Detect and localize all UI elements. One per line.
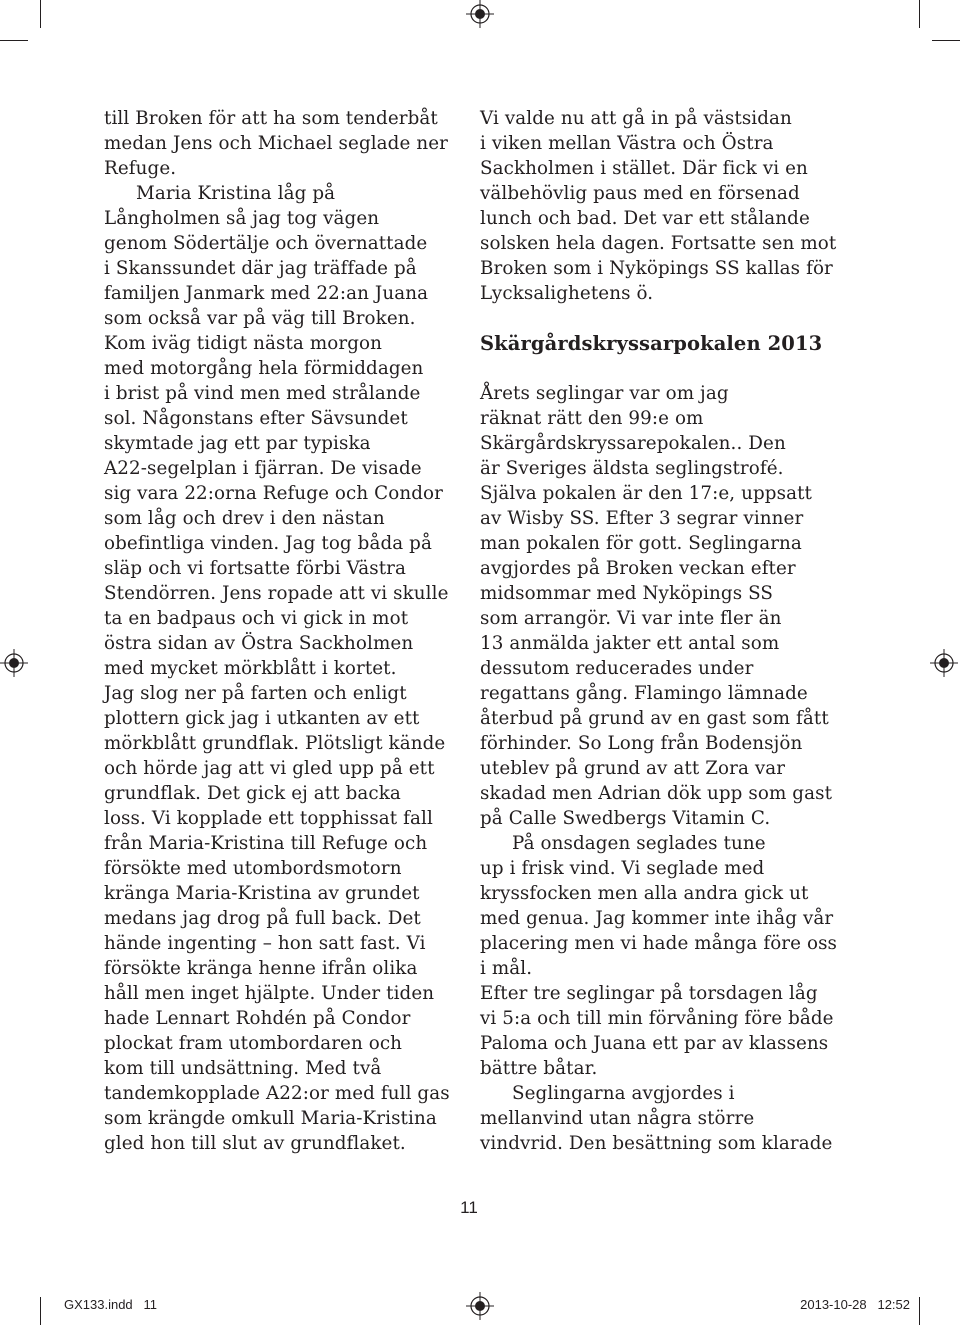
text-line: grundflak. Det gick ej att backa xyxy=(104,783,401,804)
text-line: vi 5:a och till min förvåning före både xyxy=(480,1008,834,1029)
text-line: Sackholmen i stället. Där fick vi en xyxy=(480,158,808,179)
text-line: Lycksalighetens ö. xyxy=(480,283,654,304)
text-line: up i frisk vind. Vi seglade med xyxy=(480,858,765,879)
text-line: förhinder. So Long från Bodensjön xyxy=(480,733,803,754)
text-line: kryssfocken men alla andra gick ut xyxy=(480,883,809,904)
text-line: Själva pokalen är den 17:e, uppsatt xyxy=(480,483,812,504)
text-line: som också var på väg till Broken. xyxy=(104,308,416,329)
left-column xyxy=(104,106,469,1156)
text-line: medan Jens och Michael seglade ner xyxy=(104,133,448,154)
text-line: Paloma och Juana ett par av klassens xyxy=(480,1033,829,1054)
text-line: 13 anmälda jakter ett antal som xyxy=(480,633,780,654)
text-line: mörkblått grundflak. Plötsligt kände xyxy=(104,733,446,754)
text-line: som låg och drev i den nästan xyxy=(104,508,385,529)
text-line: Långholmen så jag tog vägen xyxy=(104,208,380,229)
text-line: som krängde omkull Maria-Kristina xyxy=(104,1108,437,1129)
text-line: skymtade jag ett par typiska xyxy=(104,433,371,454)
text-line: Seglingarna avgjordes i xyxy=(512,1083,735,1104)
text-line: Maria Kristina låg på xyxy=(136,183,336,204)
footer-file-label: GX133.indd 11 xyxy=(64,1297,157,1312)
crop-mark xyxy=(919,1297,920,1325)
page-number: 11 xyxy=(460,1198,478,1217)
text-line: av Wisby SS. Efter 3 segrar vinner xyxy=(480,508,804,529)
text-line: i Skanssundet där jag träffade på xyxy=(104,258,417,279)
right-column xyxy=(480,106,845,1156)
text-line: familjen Janmark med 22:an Juana xyxy=(104,283,429,304)
text-line: återbud på grund av en gast som fått xyxy=(480,708,829,729)
text-line: Efter tre seglingar på torsdagen låg xyxy=(480,983,818,1004)
text-line: Årets seglingar var om jag xyxy=(480,383,729,404)
registration-mark-icon xyxy=(466,0,494,28)
text-line: plottern gick jag i utkanten av ett xyxy=(104,708,420,729)
text-line: avgjordes på Broken veckan efter xyxy=(480,558,796,579)
text-line: bättre båtar. xyxy=(480,1058,598,1079)
crop-mark xyxy=(932,40,960,41)
text-line: med mycket mörkblått i kortet. xyxy=(104,658,397,679)
text-line: är Sveriges äldsta seglingstrofé. xyxy=(480,458,784,479)
text-line: skadad men Adrian dök upp som gast xyxy=(480,783,833,804)
text-line: sol. Någonstans efter Sävsundet xyxy=(104,408,408,429)
text-line: räknat rätt den 99:e om xyxy=(480,408,704,429)
text-line: från Maria-Kristina till Refuge och xyxy=(104,833,428,854)
text-line: plockat fram utombordaren och xyxy=(104,1033,403,1054)
text-line: sig vara 22:orna Refuge och Condor xyxy=(104,483,443,504)
text-line: loss. Vi kopplade ett topphissat fall xyxy=(104,808,433,829)
text-line: medans jag drog på full back. Det xyxy=(104,908,421,929)
text-line: försökte kränga henne ifrån olika xyxy=(104,958,418,979)
text-line: obefintliga vinden. Jag tog båda på xyxy=(104,533,432,554)
registration-mark-icon xyxy=(466,1292,494,1320)
text-line: östra sidan av Östra Sackholmen xyxy=(104,633,414,654)
text-line: kränga Maria-Kristina av grundet xyxy=(104,883,420,904)
text-line: Refuge. xyxy=(104,158,177,179)
text-line: man pokalen för gott. Seglingarna xyxy=(480,533,802,554)
text-line: i brist på vind men med strålande xyxy=(104,383,421,404)
text-line: tandemkopplade A22:or med full gas xyxy=(104,1083,450,1104)
text-line: Jag slog ner på farten och enligt xyxy=(104,683,407,704)
text-line: håll men inget hjälpte. Under tiden xyxy=(104,983,435,1004)
crop-mark xyxy=(919,0,920,28)
text-line: uteblev på grund av att Zora var xyxy=(480,758,786,779)
text-line: midsommar med Nyköpings SS xyxy=(480,583,774,604)
crop-mark xyxy=(0,40,28,41)
text-line: och hörde jag att vi gled upp på ett xyxy=(104,758,435,779)
registration-mark-icon xyxy=(930,649,958,677)
text-line: i mål. xyxy=(480,958,533,979)
text-line: i viken mellan Västra och Östra xyxy=(480,133,774,154)
text-line: Stendörren. Jens ropade att vi skulle xyxy=(104,583,449,604)
section-heading: Skärgårdskryssarpokalen 2013 xyxy=(480,332,823,355)
text-line: mellanvind utan några större xyxy=(480,1108,755,1129)
text-line: gled hon till slut av grundflaket. xyxy=(104,1133,406,1154)
footer-timestamp: 2013-10-28 12:52 xyxy=(800,1297,910,1312)
text-line: genom Södertälje och övernattade xyxy=(104,233,428,254)
text-line: lunch och bad. Det var ett stålande xyxy=(480,208,810,229)
text-line: vindvrid. Den besättning som klarade xyxy=(480,1133,833,1154)
registration-mark-icon xyxy=(0,649,28,677)
text-line: Broken som i Nyköpings SS kallas för xyxy=(480,258,833,279)
crop-mark xyxy=(40,1297,41,1325)
crop-mark xyxy=(40,0,41,28)
text-line: med motorgång hela förmiddagen xyxy=(104,358,424,379)
text-line: Skärgårdskryssarepokalen.. Den xyxy=(480,433,786,454)
text-line: på Calle Swedbergs Vitamin C. xyxy=(480,808,771,829)
text-line: försökte med utombordsmotorn xyxy=(104,858,402,879)
text-line: Vi valde nu att gå in på västsidan xyxy=(480,108,792,129)
text-line: solsken hela dagen. Fortsatte sen mot xyxy=(480,233,837,254)
text-line: Kom iväg tidigt nästa morgon xyxy=(104,333,382,354)
text-line: som arrangör. Vi var inte fler än xyxy=(480,608,782,629)
text-line: kom till undsättning. Med två xyxy=(104,1058,382,1079)
text-line: hände ingenting – hon satt fast. Vi xyxy=(104,933,426,954)
text-line: A22-segelplan i fjärran. De visade xyxy=(104,458,422,479)
text-line: hade Lennart Rohdén på Condor xyxy=(104,1008,411,1029)
text-line: välbehövlig paus med en försenad xyxy=(480,183,800,204)
text-line: dessutom reducerades under xyxy=(480,658,754,679)
text-line: släp och vi fortsatte förbi Västra xyxy=(104,558,406,579)
text-line: ta en badpaus och vi gick in mot xyxy=(104,608,409,629)
text-line: med genua. Jag kommer inte ihåg vår xyxy=(480,908,834,929)
text-line: placering men vi hade många före oss xyxy=(480,933,838,954)
text-line: till Broken för att ha som tenderbåt xyxy=(104,108,438,129)
text-line: På onsdagen seglades tune xyxy=(512,833,766,854)
text-line: regattans gång. Flamingo lämnade xyxy=(480,683,808,704)
